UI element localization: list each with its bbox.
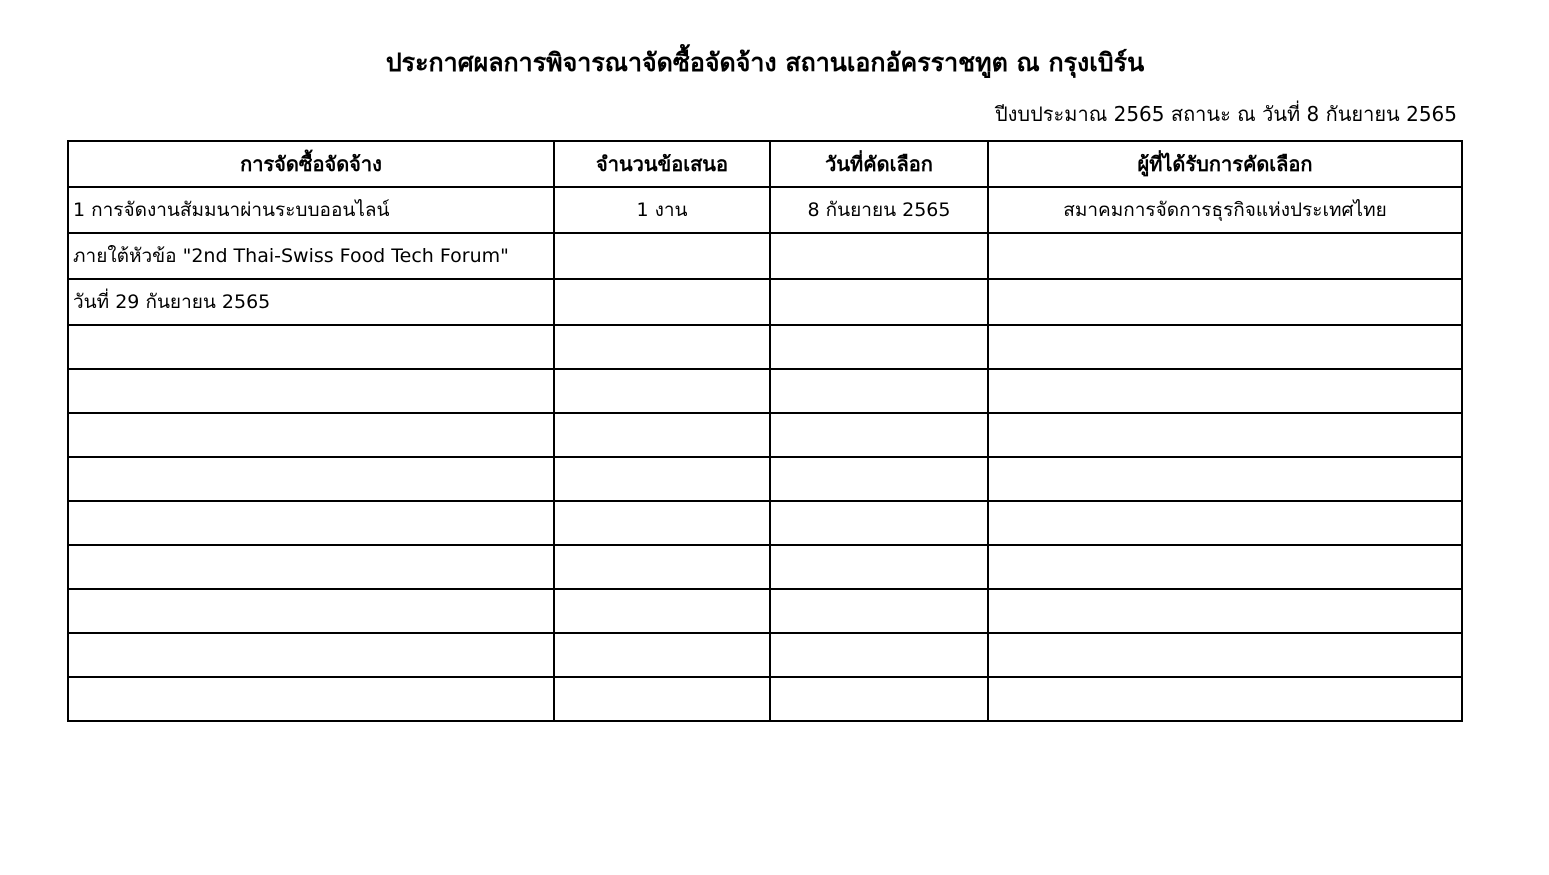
cell-selection-date	[770, 589, 988, 633]
cell-selection-date	[770, 279, 988, 325]
cell-selected-party	[988, 501, 1462, 545]
cell-procurement	[68, 545, 554, 589]
cell-selected-party	[988, 677, 1462, 721]
cell-offer-count	[554, 413, 770, 457]
cell-offer-count	[554, 589, 770, 633]
header-selection-date: วันที่คัดเลือก	[770, 141, 988, 187]
header-selected-party: ผู้ที่ได้รับการคัดเลือก	[988, 141, 1462, 187]
cell-offer-count	[554, 233, 770, 279]
cell-selection-date: 8 กันยายน 2565	[770, 187, 988, 233]
table-row	[68, 187, 1462, 233]
cell-selected-party	[988, 413, 1462, 457]
table-row	[68, 545, 1462, 589]
cell-procurement	[68, 369, 554, 413]
procurement-table	[67, 140, 1463, 722]
cell-selection-date	[770, 545, 988, 589]
table-row	[68, 413, 1462, 457]
table-row	[68, 677, 1462, 721]
cell-procurement	[68, 501, 554, 545]
cell-selection-date	[770, 413, 988, 457]
table-row	[68, 279, 1462, 325]
cell-offer-count	[554, 369, 770, 413]
cell-selection-date	[770, 501, 988, 545]
table-row	[68, 457, 1462, 501]
cell-selection-date	[770, 633, 988, 677]
table-row	[68, 501, 1462, 545]
cell-offer-count	[554, 501, 770, 545]
cell-procurement	[68, 457, 554, 501]
table-row	[68, 589, 1462, 633]
cell-procurement: วันที่ 29 กันยายน 2565	[68, 279, 554, 325]
cell-offer-count	[554, 633, 770, 677]
cell-procurement	[68, 677, 554, 721]
cell-selection-date	[770, 457, 988, 501]
table-row	[68, 633, 1462, 677]
cell-selected-party	[988, 589, 1462, 633]
cell-selection-date	[770, 233, 988, 279]
header-offer-count: จำนวนข้อเสนอ	[554, 141, 770, 187]
cell-offer-count	[554, 325, 770, 369]
cell-offer-count	[554, 279, 770, 325]
status-date: ปีงบประมาณ 2565 สถานะ ณ วันที่ 8 กันยายน 2565	[994, 102, 1457, 126]
cell-selected-party: สมาคมการจัดการธุรกิจแห่งประเทศไทย	[988, 187, 1462, 233]
cell-selected-party	[988, 325, 1462, 369]
cell-selected-party	[988, 233, 1462, 279]
table-row	[68, 233, 1462, 279]
table-body	[68, 187, 1462, 721]
cell-selected-party	[988, 633, 1462, 677]
cell-selected-party	[988, 545, 1462, 589]
cell-offer-count	[554, 457, 770, 501]
cell-offer-count: 1 งาน	[554, 187, 770, 233]
table-row	[68, 325, 1462, 369]
cell-offer-count	[554, 677, 770, 721]
cell-procurement: 1 การจัดงานสัมมนาผ่านระบบออนไลน์	[68, 187, 554, 233]
table-row	[68, 369, 1462, 413]
cell-selected-party	[988, 279, 1462, 325]
cell-procurement	[68, 633, 554, 677]
cell-procurement	[68, 325, 554, 369]
cell-selection-date	[770, 325, 988, 369]
cell-offer-count	[554, 545, 770, 589]
cell-procurement	[68, 589, 554, 633]
table-header-row	[68, 141, 1462, 187]
cell-procurement	[68, 413, 554, 457]
header-procurement: การจัดซื้อจัดจ้าง	[68, 141, 554, 187]
cell-selection-date	[770, 369, 988, 413]
cell-selected-party	[988, 457, 1462, 501]
cell-procurement: ภายใต้หัวข้อ "2nd Thai-Swiss Food Tech Forum"	[68, 233, 554, 279]
cell-selection-date	[770, 677, 988, 721]
cell-selected-party	[988, 369, 1462, 413]
page-title: ประกาศผลการพิจารณาจัดซื้อจัดจ้าง สถานเอกอัครราชทูต ณ กรุงเบิร์น	[385, 48, 1145, 77]
